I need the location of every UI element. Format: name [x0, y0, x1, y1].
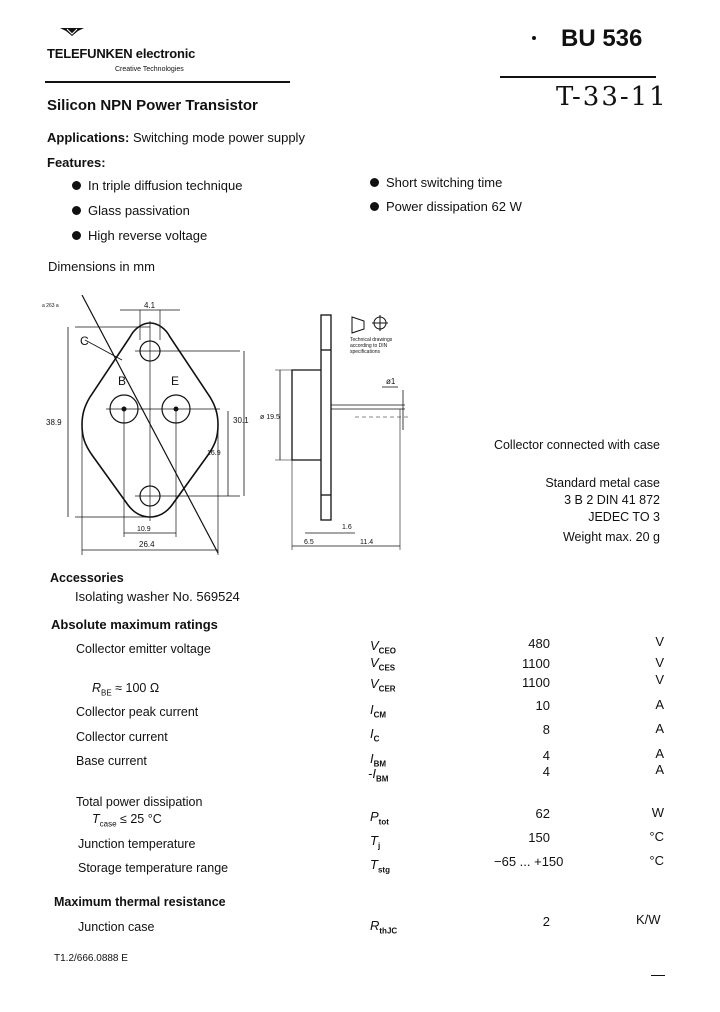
param-symbol: $I_{CM}$: [370, 702, 387, 720]
svg-text:38.9: 38.9: [46, 418, 62, 427]
param-value: 4: [542, 764, 550, 779]
param-symbol: $V_{CEO}$: [370, 638, 397, 656]
brand-tagline: Creative Technologies: [115, 66, 184, 73]
handwritten-note: T-33-11: [556, 82, 668, 112]
param-value: −65 ... +150: [494, 854, 564, 869]
param-unit: °C: [649, 853, 664, 868]
header-rule-left: [45, 81, 290, 83]
feature-item: High reverse voltage: [72, 228, 207, 243]
param-label: Total power dissipation: [76, 795, 203, 809]
param-symbol: $P_{tot}$: [370, 809, 389, 827]
svg-text:11.4: 11.4: [360, 539, 374, 546]
part-number: BU 536: [561, 25, 643, 52]
param-symbol: $R_{thJC}$: [370, 918, 398, 936]
param-label: Junction temperature: [78, 837, 196, 851]
svg-text:1.6: 1.6: [342, 524, 352, 531]
param-unit: V: [655, 672, 664, 687]
param-unit: V: [655, 634, 664, 649]
svg-text:specifications: specifications: [350, 349, 381, 355]
param-symbol: $V_{CES}$: [370, 655, 396, 673]
feature-item: In triple diffusion technique: [72, 178, 242, 193]
applications: [47, 130, 305, 145]
svg-text:according to DIN: according to DIN: [350, 343, 388, 349]
svg-text:E: E: [171, 374, 180, 388]
thermal-label: Maximum thermal resistance: [54, 895, 226, 909]
param-symbol: $V_{CER}$: [370, 676, 396, 694]
page-title: Silicon NPN Power Transistor: [47, 97, 258, 114]
param-symbol: $I_C$: [370, 726, 380, 744]
svg-text:B: B: [118, 374, 127, 388]
param-unit: K/W: [636, 912, 661, 927]
param-value: 8: [542, 722, 550, 737]
param-unit: A: [655, 721, 664, 736]
header-rule-right: [500, 76, 656, 78]
accessories-label: Accessories: [50, 571, 124, 585]
case-info-line: Standard metal case: [545, 476, 660, 490]
param-label: Collector current: [76, 730, 168, 744]
case-info-line: Weight max. 20 g: [562, 530, 660, 544]
package-side-view-drawing: [260, 305, 420, 555]
param-value: 480: [528, 636, 550, 651]
param-symbol: $I_{BM}$: [370, 751, 387, 769]
param-value: 1100: [522, 675, 550, 690]
applications-value: Switching mode power supply: [132, 130, 305, 145]
svg-text:26.4: 26.4: [139, 540, 155, 549]
param-symbol: $T_j$: [370, 833, 381, 851]
param-unit: A: [655, 762, 664, 777]
case-info-line: JEDEC TO 3: [588, 510, 660, 524]
param-value: 10: [535, 698, 550, 713]
feature-item: Glass passivation: [72, 203, 190, 218]
param-condition: $T_{case} \le 25$ °C: [92, 812, 162, 829]
param-label: Collector emitter voltage: [76, 642, 211, 656]
footer-mark: [651, 975, 665, 976]
brand-name: TELEFUNKEN electronic: [47, 46, 196, 61]
svg-text:4.1: 4.1: [144, 301, 156, 310]
document-code: T1.2/666.0888 E: [54, 953, 128, 964]
brand-logo-icon: [58, 24, 86, 34]
svg-text:a 263 a: a 263 a: [42, 303, 59, 309]
features-label: Features:: [47, 155, 106, 170]
feature-item: Short switching time: [370, 175, 502, 190]
svg-text:30.1: 30.1: [233, 416, 249, 425]
param-unit: A: [655, 697, 664, 712]
case-info-line: 3 B 2 DIN 41 872: [564, 493, 660, 507]
param-label: Base current: [76, 754, 147, 768]
param-label: Junction case: [78, 920, 155, 934]
svg-text:6.5: 6.5: [304, 539, 314, 546]
param-unit: °C: [649, 829, 664, 844]
param-unit: V: [655, 655, 664, 670]
svg-text:ø 19.5: ø 19.5: [260, 414, 280, 421]
dimensions-label: Dimensions in mm: [48, 259, 155, 274]
param-value: 1100: [522, 656, 550, 671]
param-value: 2: [542, 914, 550, 929]
param-symbol: $T_{stg}$: [370, 857, 390, 875]
header-dot: [532, 36, 536, 40]
param-value: 62: [535, 806, 550, 821]
accessories-item: Isolating washer No. 569524: [75, 589, 240, 604]
svg-text:C: C: [80, 334, 89, 348]
package-top-view-drawing: [40, 295, 250, 555]
applications-label: Applications:: [47, 130, 130, 145]
svg-text:Technical drawings: Technical drawings: [350, 337, 393, 343]
absolute-max-label: Absolute maximum ratings: [51, 617, 218, 632]
feature-item: Power dissipation 62 W: [370, 199, 522, 214]
collector-note: Collector connected with case: [493, 438, 660, 452]
param-symbol: $-I_{BM}$: [368, 766, 389, 784]
param-label: $R_{BE} \approx 100$ Ω: [92, 681, 160, 698]
param-unit: A: [655, 746, 664, 761]
param-unit: W: [651, 805, 664, 820]
param-label: Storage temperature range: [78, 861, 229, 875]
svg-text:ø1: ø1: [386, 377, 396, 386]
svg-text:16.9: 16.9: [207, 450, 221, 457]
param-label: Collector peak current: [76, 705, 199, 719]
param-value: 150: [528, 830, 550, 845]
param-value: 4: [542, 748, 550, 763]
svg-text:10.9: 10.9: [137, 526, 151, 533]
